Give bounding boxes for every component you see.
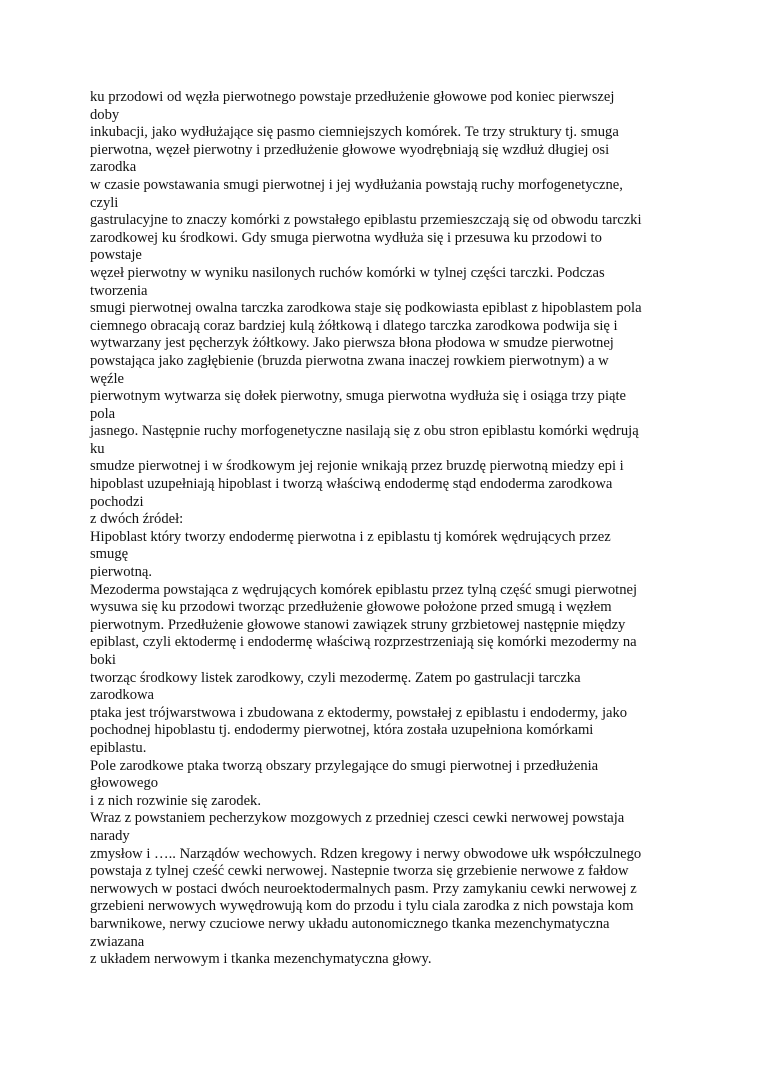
text-line: tworzenia [90, 282, 148, 299]
text-line: smudze pierwotnej i w środkowym jej rejonie wnikają przez bruzdę pierwotną miedzy epi i [90, 458, 624, 475]
text-line: pierwotnym. Przedłużenie głowowe stanowi zawiązek struny grzbietowej następnie między [90, 616, 626, 633]
text-line: nerwowych w postaci dwóch neuroektodermalnych pasm. Przy zamykaniu cewki nerwowej z [90, 880, 637, 897]
text-line: Mezoderma powstająca z wędrujących komórek epiblastu przez tylną część smugi pierwotnej [90, 581, 638, 598]
text-line: tworząc środkowy listek zarodkowy, czyli mezodermę. Zatem po gastrulacji tarczka [90, 669, 581, 686]
text-line: zarodka [90, 159, 137, 176]
text-line: gastrulacyjne to znaczy komórki z powstałego epiblastu przemieszczają się od obwodu tarczki [90, 212, 642, 229]
text-line: powstaje [90, 247, 142, 264]
text-line: doby [90, 106, 120, 123]
text-line: ciemnego obracają coraz bardziej kulą żółtkową i dlatego tarczka zarodkowa podwija się i [90, 317, 618, 334]
text-line: wysuwa się ku przodowi tworząc przedłużenie głowowe położone przed smugą i węzłem [90, 599, 612, 616]
text-line: grzebieni nerwowych wywędrowują kom do przodu i tylu ciala zarodka z nich powstaja kom [90, 898, 634, 915]
text-line: Pole zarodkowe ptaka tworzą obszary przylegające do smugi pierwotnej i przedłużenia [90, 757, 599, 774]
text-line: węzeł pierwotny w wyniku nasilonych ruchów komórki w tylnej części tarczki. Podczas [90, 264, 605, 281]
text-line: Wraz z powstaniem pecherzykow mozgowych z przedniej czesci cewki nerwowej powstaja [90, 810, 625, 827]
text-line: inkubacji, jako wydłużające się pasmo ciemniejszych komórek. Te trzy struktury tj. smuga [90, 124, 619, 141]
text-line: ku [90, 440, 105, 457]
text-line: jasnego. Następnie ruchy morfogenetyczne nasilają się z obu stron epiblastu komórki wędrują [90, 423, 639, 440]
text-line: z układem nerwowym i tkanka mezenchymatyczna głowy. [90, 951, 432, 968]
text-line: z dwóch źródeł: [90, 511, 184, 528]
text-line: smugi pierwotnej owalna tarczka zarodkowa staje się podkowiasta epiblast z hipoblastem pola [90, 300, 642, 317]
text-line: epiblast, czyli ektodermę i endodermę właściwą rozprzestrzeniają się komórki mezodermy na [90, 634, 637, 651]
text-line: głowowego [90, 775, 159, 792]
text-line: pola [90, 405, 116, 422]
text-line: pierwotna, węzeł pierwotny i przedłużenie głowowe wyodrębniają się wzdłuż długiej osi [90, 141, 610, 158]
text-line: węźle [90, 370, 125, 387]
text-line: zarodkowej ku środkowi. Gdy smuga pierwotna wydłuża się i przesuwa ku przodowi to [90, 229, 602, 246]
text-line: smugę [90, 546, 129, 563]
text-line: pochodzi [90, 493, 144, 510]
text-line: zarodkowa [90, 687, 155, 704]
text-line: zmysłow i ….. Narządów wechowych. Rdzen kregowy i nerwy obwodowe ułk współczulnego [90, 845, 642, 862]
text-line: powstająca jako zagłębienie (bruzda pierwotna zwana inaczej rowkiem pierwotnym) a w [90, 352, 609, 369]
document-page [90, 89, 690, 969]
text-line: i z nich rozwinie się zarodek. [90, 792, 261, 809]
text-line: barwnikowe, nerwy czuciowe nerwy układu autonomicznego tkanka mezenchymatyczna [90, 915, 610, 932]
text-line: pochodnej hipoblastu tj. endodermy pierwotnej, która została uzupełniona komórkami [90, 722, 594, 739]
document-body-text [90, 89, 690, 969]
text-line: narady [90, 827, 130, 844]
text-line: Hipoblast który tworzy endodermę pierwotna i z epiblastu tj komórek wędrujących przez [90, 528, 611, 545]
text-line: powstaja z tylnej cześć cewki nerwowej. Nastepnie tworza się grzebienie nerwowe z fałdow [90, 863, 629, 880]
text-line: ku przodowi od węzła pierwotnego powstaje przedłużenie głowowe pod koniec pierwszej [90, 89, 615, 105]
text-line: hipoblast uzupełniają hipoblast i tworzą właściwą endodermę stąd endoderma zarodkowa [90, 476, 613, 493]
text-line: zwiazana [90, 933, 145, 950]
text-line: pierwotną. [90, 564, 153, 581]
text-line: boki [90, 652, 116, 668]
text-line: pierwotnym wytwarza się dołek pierwotny, smuga pierwotna wydłuża się i osiąga trzy piąte [90, 388, 627, 405]
text-line: czyli [90, 194, 119, 211]
text-line: epiblastu. [90, 739, 147, 756]
text-line: w czasie powstawania smugi pierwotnej i jej wydłużania powstają ruchy morfogenetyczne, [90, 176, 623, 193]
text-line: ptaka jest trójwarstwowa i zbudowana z ektodermy, powstałej z epiblastu i endodermy, jako [90, 704, 628, 721]
text-line: wytwarzany jest pęcherzyk żółtkowy. Jako pierwsza błona płodowa w smudze pierwotnej [90, 335, 614, 352]
